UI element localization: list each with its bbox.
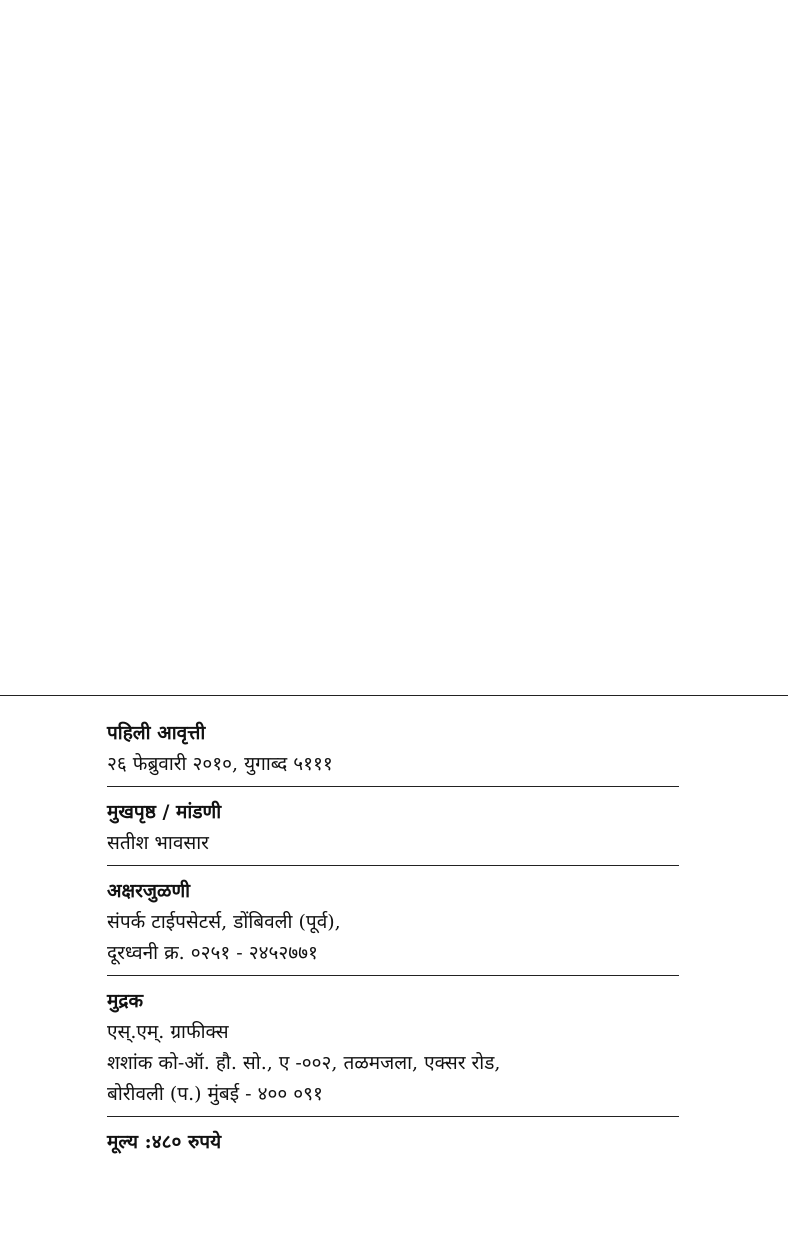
colophon: [107, 718, 679, 1174]
printer-address-line-2: बोरीवली (प.) मुंबई - ४०० ०९१: [107, 1083, 323, 1105]
cover-design-section: [107, 797, 679, 866]
cover-design-heading: मुखपृष्ठ / मांडणी: [107, 801, 222, 823]
printer-address-line-1: शशांक को-ऑ. हौ. सो., ए -००२, तळमजला, एक्सर रोड,: [107, 1052, 501, 1074]
edition-date: २६ फेब्रुवारी २०१०, युगाब्द ५१११: [107, 753, 333, 775]
price-label: मूल्य :४८० रुपये: [107, 1131, 222, 1153]
price-section: [107, 1127, 679, 1164]
printer-name: एस्.एम्. ग्राफीक्स: [107, 1021, 229, 1043]
typesetting-heading: अक्षरजुळणी: [107, 880, 191, 902]
top-divider: [0, 695, 788, 696]
printer-section: [107, 986, 679, 1117]
typesetter-phone: दूरध्वनी क्र. ०२५१ - २४५२७७१: [107, 942, 318, 964]
typesetting-section: [107, 876, 679, 976]
typesetter-address: संपर्क टाईपसेटर्स, डोंबिवली (पूर्व),: [107, 911, 341, 933]
edition-heading: पहिली आवृत्ती: [107, 722, 206, 744]
edition-section: [107, 718, 679, 787]
cover-designer-name: सतीश भावसार: [107, 832, 209, 854]
printer-heading: मुद्रक: [107, 990, 144, 1012]
